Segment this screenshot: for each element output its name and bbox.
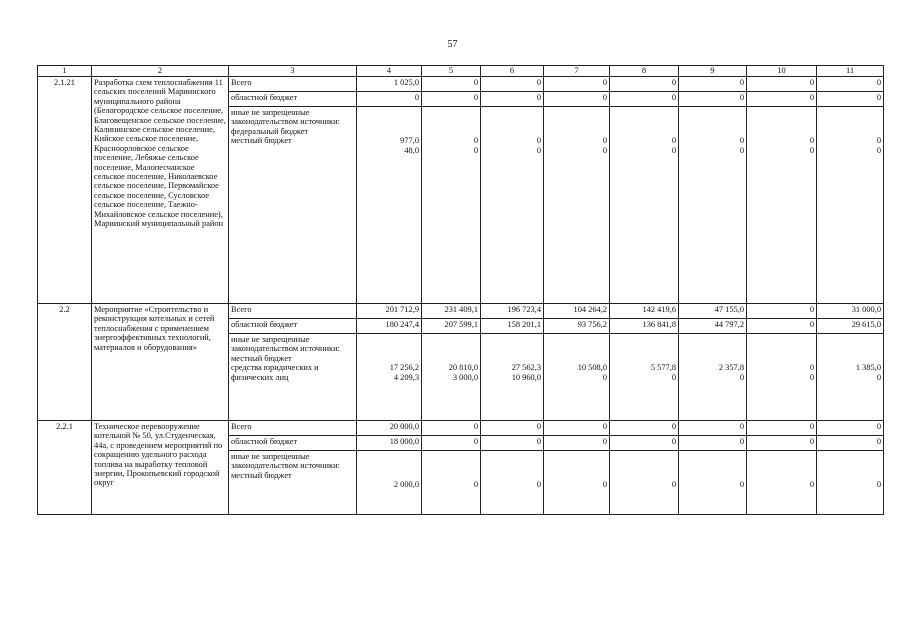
value-cell: 47 155,0 bbox=[679, 304, 747, 319]
spacer bbox=[424, 452, 478, 480]
value: 0 bbox=[602, 136, 607, 146]
value-cell: 0 bbox=[544, 77, 610, 92]
value: 17 256,2 bbox=[389, 363, 419, 373]
value: 0 bbox=[671, 145, 676, 155]
spacer bbox=[681, 452, 744, 480]
spacer bbox=[359, 335, 419, 363]
value: 0 bbox=[876, 145, 881, 155]
spacer bbox=[546, 452, 607, 480]
value-cell: 0 bbox=[481, 92, 544, 107]
value-cell: 20 000,0 bbox=[357, 421, 422, 436]
value-cell: 0 bbox=[679, 92, 747, 107]
value-cell: 0 bbox=[422, 92, 481, 107]
other-sources-cell bbox=[229, 107, 357, 304]
value-cell: 0 bbox=[817, 436, 884, 451]
other-sources-heading: иные не запрещенные законодательством источники: bbox=[231, 108, 340, 127]
value-cell bbox=[357, 107, 422, 304]
column-header: 2 bbox=[92, 66, 229, 77]
column-header: 8 bbox=[610, 66, 679, 77]
value-cell: 201 712,9 bbox=[357, 304, 422, 319]
funding-source: Всего bbox=[229, 304, 357, 319]
value-cell bbox=[679, 451, 747, 515]
value: 27 562,3 bbox=[511, 363, 541, 373]
spacer bbox=[819, 452, 881, 480]
value-cell bbox=[679, 107, 747, 304]
value: 0 bbox=[536, 136, 541, 146]
value: 0 bbox=[876, 480, 881, 490]
value-cell bbox=[481, 334, 544, 421]
spacer bbox=[612, 452, 676, 480]
section-description: Мероприятие «Строительство и реконструкция котельных и сетей теплоснабжения с применением энергоэффективных технологий, материалов и оборудования» bbox=[92, 304, 229, 421]
column-header: 3 bbox=[229, 66, 357, 77]
value: 0 bbox=[602, 372, 607, 382]
funding-source: Всего bbox=[229, 421, 357, 436]
value-cell: 0 bbox=[817, 421, 884, 436]
value-cell bbox=[747, 107, 817, 304]
value-cell: 0 bbox=[481, 421, 544, 436]
other-sources-cell bbox=[229, 334, 357, 421]
section-description: Техническое перевооружение котельной № 50, ул.Студенческая, 44а, с проведением мероприятий по сокращению удельного расхода топлива на выработку тепловой энергии, Прокопьевский городской округ bbox=[92, 421, 229, 515]
spacer bbox=[424, 335, 478, 363]
value-cell: 0 bbox=[610, 77, 679, 92]
value: 0 bbox=[536, 145, 541, 155]
value-cell: 0 bbox=[679, 77, 747, 92]
value-cell: 0 bbox=[544, 436, 610, 451]
spacer bbox=[359, 108, 419, 136]
value-cell: 0 bbox=[481, 436, 544, 451]
value: 0 bbox=[671, 372, 676, 382]
value: 2 000,0 bbox=[393, 480, 419, 490]
value: 0 bbox=[671, 136, 676, 146]
table-body bbox=[38, 77, 884, 515]
value-cell: 0 bbox=[422, 421, 481, 436]
header-row bbox=[38, 66, 884, 77]
value: 0 bbox=[602, 145, 607, 155]
value-cell bbox=[610, 451, 679, 515]
value: 0 bbox=[473, 136, 478, 146]
value-cell: 44 797,2 bbox=[679, 319, 747, 334]
funding-source: областной бюджет bbox=[229, 319, 357, 334]
column-header: 6 bbox=[481, 66, 544, 77]
column-header: 4 bbox=[357, 66, 422, 77]
value: 0 bbox=[809, 136, 814, 146]
value-cell: 0 bbox=[610, 436, 679, 451]
value-cell bbox=[422, 334, 481, 421]
value-cell bbox=[422, 451, 481, 515]
funding-source: местный бюджет bbox=[231, 353, 292, 363]
column-header: 5 bbox=[422, 66, 481, 77]
value: 0 bbox=[809, 372, 814, 382]
budget-table bbox=[37, 65, 884, 515]
spacer bbox=[681, 108, 744, 136]
value-cell: 207 599,1 bbox=[422, 319, 481, 334]
value: 10 508,0 bbox=[577, 363, 607, 373]
funding-source: средства юридических и физических лиц bbox=[231, 363, 319, 382]
value-cell: 0 bbox=[357, 92, 422, 107]
value-cell bbox=[481, 107, 544, 304]
value-cell bbox=[679, 334, 747, 421]
value-cell bbox=[544, 451, 610, 515]
spacer bbox=[546, 335, 607, 363]
spacer bbox=[483, 108, 541, 136]
value-cell: 0 bbox=[747, 304, 817, 319]
value-cell: 0 bbox=[610, 421, 679, 436]
value-cell bbox=[817, 334, 884, 421]
table-row bbox=[38, 421, 884, 436]
value: 0 bbox=[536, 480, 541, 490]
value-cell bbox=[357, 451, 422, 515]
table-row bbox=[38, 77, 884, 92]
value-cell: 18 000,0 bbox=[357, 436, 422, 451]
value-cell: 142 419,6 bbox=[610, 304, 679, 319]
value-cell: 0 bbox=[679, 436, 747, 451]
value: 4 209,3 bbox=[393, 372, 419, 382]
value: 0 bbox=[809, 363, 814, 373]
table-row bbox=[38, 304, 884, 319]
spacer bbox=[612, 108, 676, 136]
value: 0 bbox=[739, 372, 744, 382]
spacer bbox=[546, 108, 607, 136]
spacer bbox=[819, 108, 881, 136]
value-cell: 0 bbox=[747, 421, 817, 436]
value-cell: 1 025,0 bbox=[357, 77, 422, 92]
value: 0 bbox=[739, 145, 744, 155]
value-cell: 0 bbox=[610, 92, 679, 107]
value: 1 385,0 bbox=[855, 363, 881, 373]
value-cell: 0 bbox=[747, 92, 817, 107]
value-cell: 104 264,2 bbox=[544, 304, 610, 319]
value-cell bbox=[357, 334, 422, 421]
value: 3 000,0 bbox=[452, 372, 478, 382]
section-code: 2.2.1 bbox=[38, 421, 92, 515]
value-cell: 0 bbox=[544, 421, 610, 436]
spacer bbox=[424, 108, 478, 136]
value-cell: 29 615,0 bbox=[817, 319, 884, 334]
value: 0 bbox=[739, 136, 744, 146]
value-cell: 31 000,0 bbox=[817, 304, 884, 319]
value-cell: 180 247,4 bbox=[357, 319, 422, 334]
value-cell: 231 409,1 bbox=[422, 304, 481, 319]
value-cell: 0 bbox=[747, 436, 817, 451]
column-header: 10 bbox=[747, 66, 817, 77]
column-header: 9 bbox=[679, 66, 747, 77]
value-cell bbox=[481, 451, 544, 515]
funding-source: областной бюджет bbox=[229, 436, 357, 451]
value: 20 810,0 bbox=[448, 363, 478, 373]
funding-source: местный бюджет bbox=[231, 136, 292, 146]
page-number: 57 bbox=[447, 39, 458, 50]
column-header: 1 bbox=[38, 66, 92, 77]
value-cell: 0 bbox=[679, 421, 747, 436]
value-cell: 0 bbox=[422, 77, 481, 92]
section-code: 2.1.21 bbox=[38, 77, 92, 304]
value-cell bbox=[544, 107, 610, 304]
funding-source: Всего bbox=[229, 77, 357, 92]
value: 0 bbox=[809, 480, 814, 490]
value-cell bbox=[544, 334, 610, 421]
other-sources-heading: иные не запрещенные законодательством источники: bbox=[231, 452, 340, 471]
value: 5 577,8 bbox=[650, 363, 676, 373]
spacer bbox=[749, 452, 814, 480]
value: 48,0 bbox=[404, 145, 419, 155]
spacer bbox=[483, 335, 541, 363]
column-header: 7 bbox=[544, 66, 610, 77]
value: 0 bbox=[876, 136, 881, 146]
value: 0 bbox=[671, 480, 676, 490]
value-cell bbox=[817, 451, 884, 515]
section-description: Разработка схем теплоснабжения 11 сельских поселений Мариинского муниципального района (Белогородское сельское поселение, Благовещенское сельское поселение, Калининское сельское поселение, Кийское сельское поселение, Красноорловское сельское поселение, Лебяжье сельское поселение, Малопесчанское сельское поселение, Николаевское сельское поселение, Первомайское сельское поселение, Сусловское сельское поселение, Таежно-Михайловское сельское поселение), Мариинский муниципальный район bbox=[92, 77, 229, 304]
value-cell: 0 bbox=[747, 77, 817, 92]
spacer bbox=[819, 335, 881, 363]
funding-source: областной бюджет bbox=[229, 92, 357, 107]
value: 977,0 bbox=[400, 136, 419, 146]
value: 0 bbox=[473, 480, 478, 490]
column-header: 11 bbox=[817, 66, 884, 77]
value-cell: 93 756,2 bbox=[544, 319, 610, 334]
value-cell bbox=[422, 107, 481, 304]
value: 0 bbox=[809, 145, 814, 155]
funding-source: федеральный бюджет bbox=[231, 126, 309, 136]
funding-source: местный бюджет bbox=[231, 470, 292, 480]
value: 0 bbox=[876, 372, 881, 382]
value: 0 bbox=[739, 480, 744, 490]
section-code: 2.2 bbox=[38, 304, 92, 421]
value-cell bbox=[747, 334, 817, 421]
value-cell bbox=[817, 107, 884, 304]
spacer bbox=[749, 335, 814, 363]
value-cell bbox=[610, 334, 679, 421]
value-cell: 136 841,8 bbox=[610, 319, 679, 334]
value: 0 bbox=[602, 480, 607, 490]
other-sources-cell bbox=[229, 451, 357, 515]
value-cell: 0 bbox=[422, 436, 481, 451]
spacer bbox=[612, 335, 676, 363]
value-cell: 0 bbox=[544, 92, 610, 107]
value-cell: 196 723,4 bbox=[481, 304, 544, 319]
value: 2 357,8 bbox=[718, 363, 744, 373]
value-cell: 0 bbox=[817, 92, 884, 107]
value: 0 bbox=[473, 145, 478, 155]
spacer bbox=[749, 108, 814, 136]
spacer bbox=[359, 452, 419, 480]
value: 10 960,0 bbox=[511, 372, 541, 382]
value-cell: 0 bbox=[817, 77, 884, 92]
other-sources-heading: иные не запрещенные законодательством источники: bbox=[231, 335, 340, 354]
spacer bbox=[681, 335, 744, 363]
spacer bbox=[483, 452, 541, 480]
value-cell: 158 201,1 bbox=[481, 319, 544, 334]
value-cell: 0 bbox=[481, 77, 544, 92]
value-cell bbox=[747, 451, 817, 515]
value-cell: 0 bbox=[747, 319, 817, 334]
value-cell bbox=[610, 107, 679, 304]
